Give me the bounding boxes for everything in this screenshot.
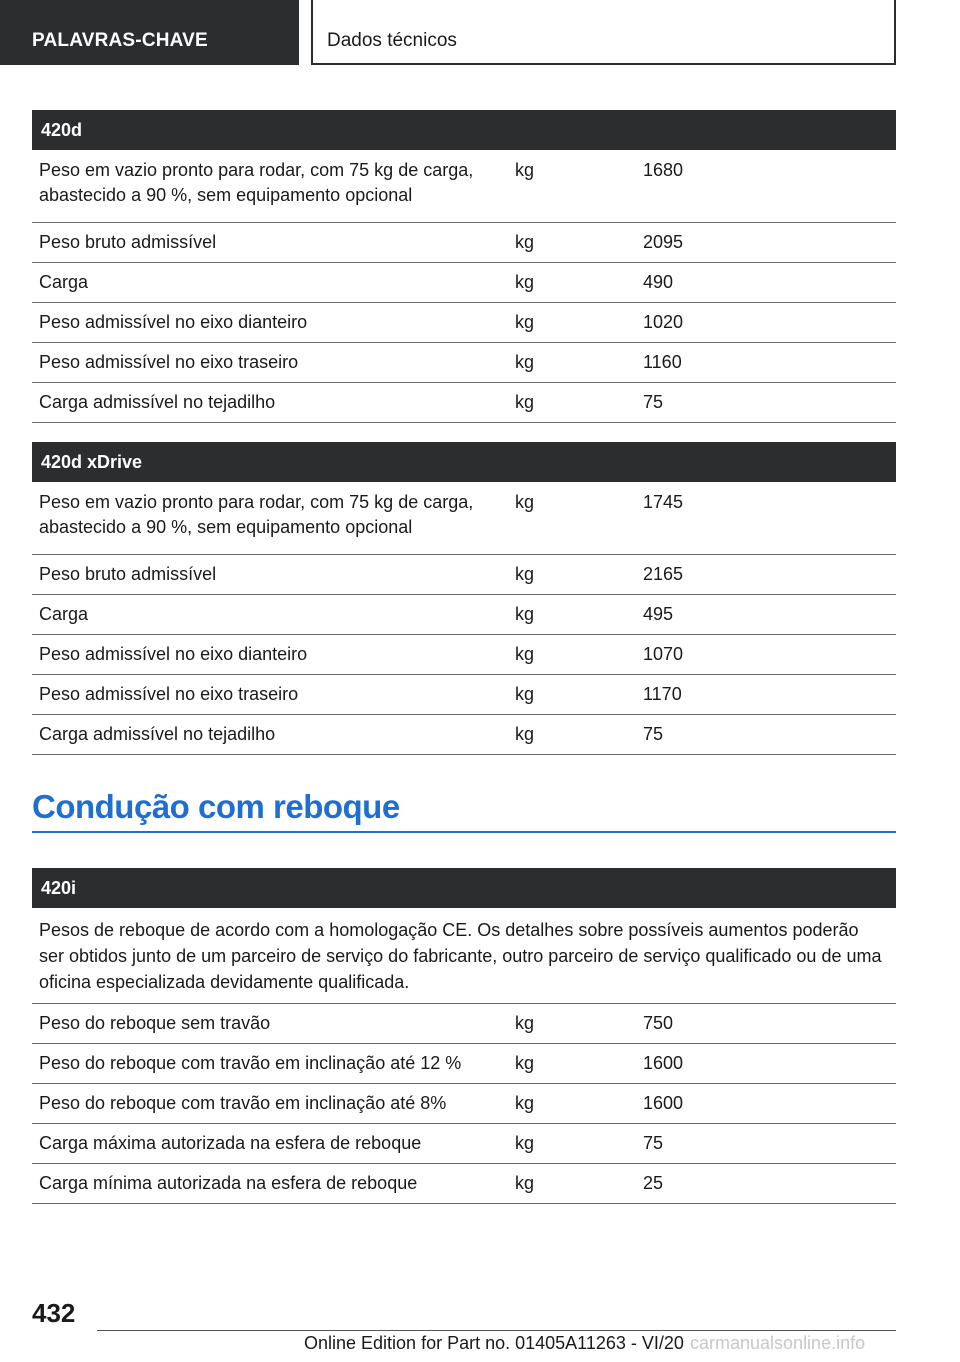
top-header [0,0,960,66]
row-value: 25 [643,1173,664,1193]
row-unit: kg [515,1093,535,1113]
row-label: Carga mínima autorizada na esfera de reboque [39,1173,418,1193]
row-value: 490 [643,272,674,292]
tab-technical-data[interactable]: Dados técnicos [311,0,896,65]
row-unit: kg [515,392,535,412]
footer-divider [97,1330,896,1331]
row-unit: kg [515,312,535,332]
row-label: Peso do reboque com travão em inclinação até 12 % [39,1053,462,1073]
watermark: carmanualsonline.info [690,1333,866,1353]
table-title: 420d xDrive [32,442,896,482]
table-note: Pesos de reboque de acordo com a homologação CE. Os detalhes sobre possíveis aumentos poderão ser obtidos junto de um parceiro de serviço do fabricante, outro parceiro de serviço qualificado ou de uma oficina especializada devidamente qualificada. [32,908,896,1004]
page-number: 432 [32,1298,76,1328]
row-value: 495 [643,604,674,624]
row-value: 1680 [643,160,684,180]
row-label: Peso admissível no eixo dianteiro [39,312,308,332]
row-unit: kg [515,272,535,292]
row-value: 2095 [643,232,684,252]
table-row [32,343,896,383]
table-row [32,555,896,595]
row-unit: kg [515,492,535,512]
table-row [32,1124,896,1164]
row-label: Carga [39,272,89,292]
spec-table-towing-420i [32,868,896,1204]
row-label: Peso admissível no eixo traseiro [39,684,299,704]
row-unit: kg [515,724,535,744]
row-value: 1170 [643,684,682,704]
spec-table-420d-xdrive [32,442,896,755]
row-label: Peso bruto admissível [39,564,217,584]
row-label: Peso admissível no eixo dianteiro [39,644,308,664]
row-unit: kg [515,1173,535,1193]
row-label: Peso admissível no eixo traseiro [39,352,299,372]
table-row [32,303,896,343]
row-unit: kg [515,232,535,252]
row-unit: kg [515,160,535,180]
table-row [32,482,896,555]
row-label: Carga [39,604,89,624]
table-row [32,595,896,635]
row-label: Peso em vazio pronto para rodar, com 75 kg de carga, abastecido a 90 %, sem equipamento opcional [39,160,474,205]
edition-text: Online Edition for Part no. 01405A11263 - VI/20 [304,1333,684,1353]
table-row [32,1004,896,1044]
row-unit: kg [515,352,535,372]
table-row [32,1084,896,1124]
row-value: 75 [643,724,664,744]
row-label: Carga admissível no tejadilho [39,724,276,744]
row-value: 1600 [643,1053,684,1073]
row-value: 750 [643,1013,674,1033]
row-value: 1745 [643,492,684,512]
row-label: Carga admissível no tejadilho [39,392,276,412]
row-label: Peso do reboque com travão em inclinação até 8% [39,1093,447,1113]
table-row [32,383,896,423]
table-row [32,1044,896,1084]
table-row [32,675,896,715]
table-row [32,263,896,303]
row-unit: kg [515,684,535,704]
row-value: 1070 [643,644,684,664]
table-row [32,635,896,675]
row-label: Peso em vazio pronto para rodar, com 75 kg de carga, abastecido a 90 %, sem equipamento opcional [39,492,474,537]
table-title: 420i [32,868,896,908]
row-value: 75 [643,392,664,412]
spec-table-420d [32,110,896,423]
row-unit: kg [515,604,535,624]
row-label: Carga máxima autorizada na esfera de reboque [39,1133,422,1153]
table-row [32,715,896,755]
row-label: Peso bruto admissível [39,232,217,252]
table-row [32,150,896,223]
row-unit: kg [515,1013,535,1033]
row-value: 1600 [643,1093,684,1113]
row-unit: kg [515,1053,535,1073]
row-label: Peso do reboque sem travão [39,1013,271,1033]
table-row [32,223,896,263]
table-row [32,1164,896,1204]
table-title: 420d [32,110,896,150]
row-value: 1020 [643,312,684,332]
row-unit: kg [515,1133,535,1153]
row-value: 2165 [643,564,684,584]
row-value: 75 [643,1133,664,1153]
row-unit: kg [515,564,535,584]
row-unit: kg [515,644,535,664]
section-title: Condução com reboque [32,788,896,833]
tab-keywords[interactable]: PALAVRAS-CHAVE [0,0,299,65]
row-value: 1160 [643,352,682,372]
